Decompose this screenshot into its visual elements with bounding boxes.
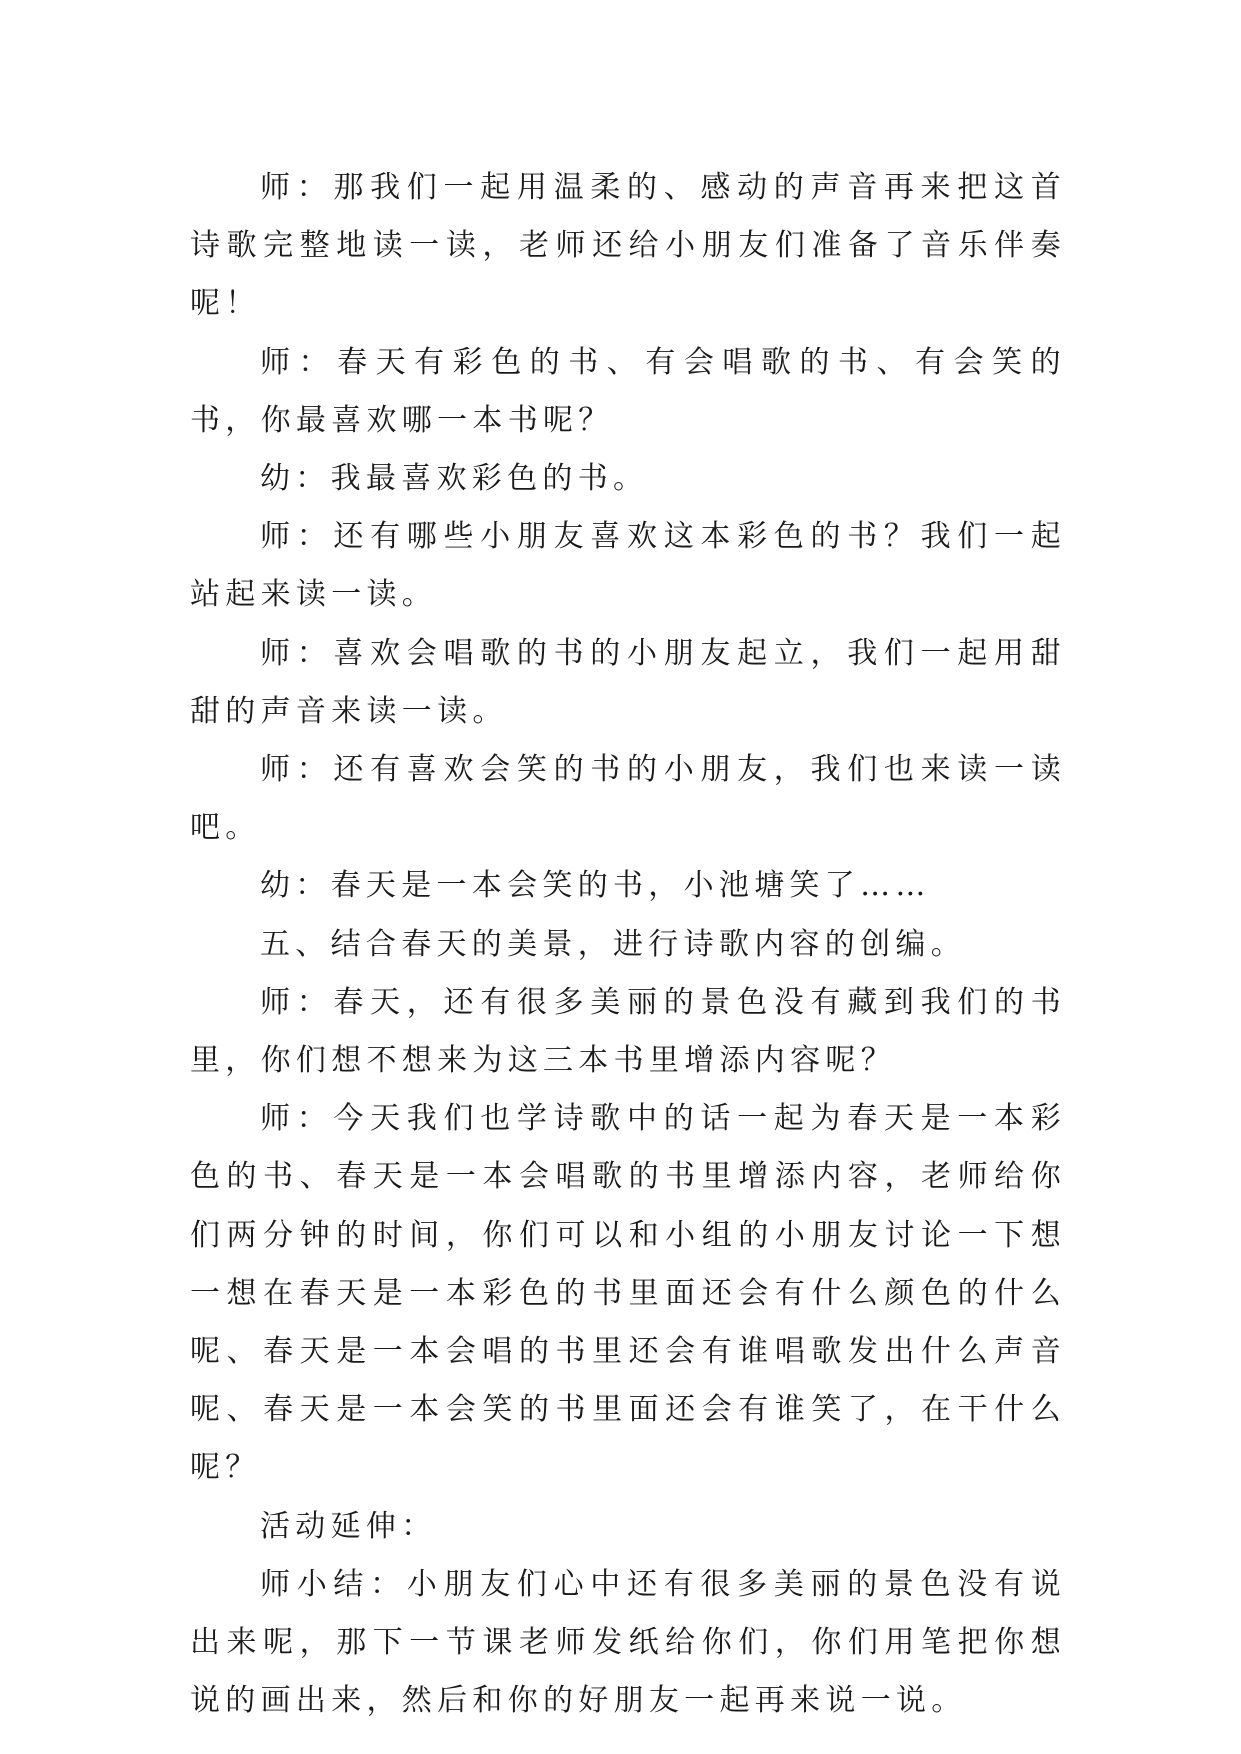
paragraph-teacher-group-discussion: 师：今天我们也学诗歌中的话一起为春天是一本彩色的书、春天是一本会唱歌的书里增添内容，老师给你们两分钟的时间，你们可以和小组的小朋友讨论一下想一想在春天是一本彩色的书里面还会有什么颜色的什么呢、春天是一本会唱的书里还会有谁唱歌发出什么声音呢、春天是一本会笑的书里面还会有谁笑了，在干什么呢？ [190,1101,1066,1486]
paragraph-child-colorful-book: 幼：我最喜欢彩色的书。 [260,461,649,497]
paragraph-teacher-add-content-question: 师：春天，还有很多美丽的景色没有藏到我们的书里，你们想不想来为这三本书里增添内容呢？ [190,984,1066,1079]
paragraph-teacher-colorful-book-stand: 师：还有哪些小朋友喜欢这本彩色的书？我们一起站起来读一读。 [190,519,1066,613]
paragraph-child-laughing-book: 幼：春天是一本会笑的书，小池塘笑了…… [260,868,931,904]
activity-extension-heading: 活动延伸： [260,1508,437,1544]
section-heading-five: 五、结合春天的美景，进行诗歌内容的创编。 [260,926,966,962]
paragraph-teacher-summary: 师小结：小朋友们心中还有很多美丽的景色没有说出来呢，那下一节课老师发纸给你们，你们用笔把你想说的画出来，然后和你的好朋友一起再来说一说。 [190,1566,1066,1719]
paragraph-teacher-singing-book-stand: 师：喜欢会唱歌的书的小朋友起立，我们一起用甜甜的声音来读一读。 [190,635,1066,729]
paragraph-teacher-laughing-book: 师：还有喜欢会笑的书的小朋友，我们也来读一读吧。 [190,752,1066,846]
paragraph-teacher-read-with-music: 师：那我们一起用温柔的、感动的声音再来把这首诗歌完整地读一读，老师还给小朋友们准备了音乐伴奏呢！ [190,170,1066,322]
paragraph-teacher-favorite-book-question: 师：春天有彩色的书、有会唱歌的书、有会笑的书，你最喜欢哪一本书呢？ [190,344,1066,438]
document-body [190,159,1066,1730]
